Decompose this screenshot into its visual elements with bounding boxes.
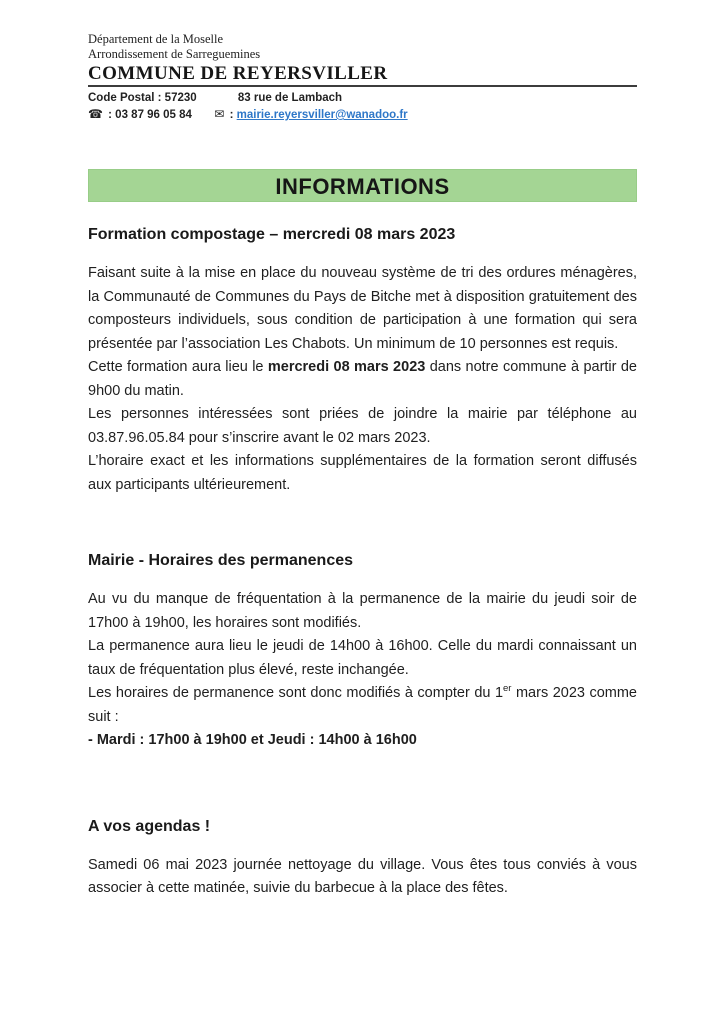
paragraph: L’horaire exact et les informations supplémentaires de la formation seront diffusés aux participants ultérieurement. [88,453,637,493]
paragraph: Faisant suite à la mise en place du nouveau système de tri des ordures ménagères, la Communauté de Communes du Pays de Bitche met à disposition gratuitement des composteurs individuels, sous condition de participation à une formation qui sera présentée par l’association Les Chabots. Un minimum de 10 personnes est requis. [88,265,637,352]
email-link[interactable]: mairie.reyersviller@wanadoo.fr [236,109,408,121]
phone-number: : 03 87 96 05 84 [108,109,192,121]
telephone-icon: ☎ [88,107,103,121]
paragraph: La permanence aura lieu le jeudi de 14h00 à 16h00. Celle du mardi connaissant un taux de fréquentation plus élevé, reste inchangée. [88,638,637,678]
section-heading: Formation compostage – mercredi 08 mars 2023 [88,226,456,243]
paragraph: Samedi 06 mai 2023 journée nettoyage du village. Vous êtes tous conviés à vous associer à cette matinée, suivie du barbecue à la place des fêtes. [88,856,637,896]
section-a-vos-agendas [88,817,637,901]
informations-banner: INFORMATIONS [88,169,637,202]
commune-title: COMMUNE DE REYERSVILLER [88,63,388,84]
contact-line [88,107,637,122]
letterhead [88,0,637,122]
section-horaires-permanences [88,551,637,753]
section-heading: Mairie - Horaires des permanences [88,552,354,569]
paragraph: Au vu du manque de fréquentation à la permanence de la mairie du jeudi soir de 17h00 à 19h00, les horaires sont modifiés. [88,591,637,631]
section-heading: A vos agendas ! [88,817,211,835]
envelope-icon: ✉ [214,107,225,121]
section-formation-compostage [88,225,637,497]
postal-address-line [88,91,637,105]
letterhead-divider [88,85,637,87]
department-line: Département de la Moselle [88,32,224,46]
paragraph: Les personnes intéressées sont priées de joindre la mairie par téléphone au 03.87.96.05.84 pour s’inscrire avant le 02 mars 2023. [88,406,637,446]
email-separator: : [229,109,234,121]
arrondissement-line: Arrondissement de Sarreguemines [88,47,261,61]
paragraph: - Mardi : 17h00 à 19h00 et Jeudi : 14h00 à 16h00 [88,732,417,748]
paragraph: Les horaires de permanence sont donc modifiés à compter du 1er mars 2023 comme suit : [88,683,637,725]
code-postal: Code Postal : 57230 [88,92,197,104]
street-address: 83 rue de Lambach [237,92,343,104]
paragraph: Cette formation aura lieu le mercredi 08 mars 2023 dans notre commune à partir de 9h00 du matin. [88,359,637,399]
